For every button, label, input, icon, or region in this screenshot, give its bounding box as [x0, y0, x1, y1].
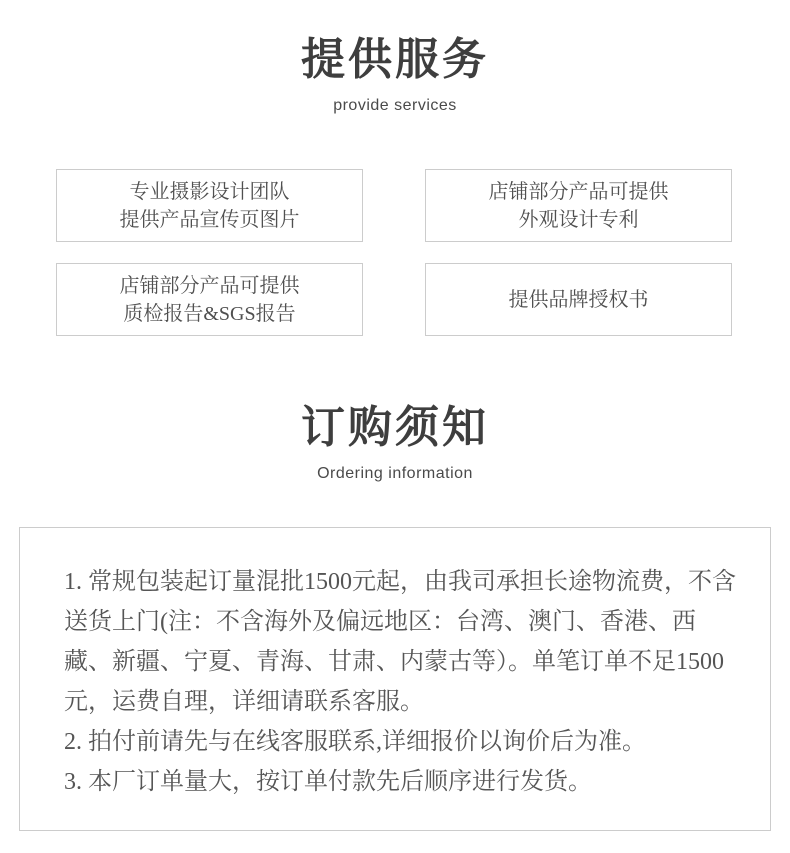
- ordering-note-3: 3. 本厂订单量大，按订单付款先后顺序进行发货。: [64, 769, 592, 795]
- service-card-photography-team: [56, 169, 363, 242]
- ordering-title: 订购须知: [301, 403, 489, 452]
- card-line: 店铺部分产品可提供: [119, 274, 300, 297]
- service-card-design-patent: [425, 169, 732, 242]
- service-card-brand-authorization: [425, 263, 732, 336]
- card-line: 提供品牌授权书: [508, 288, 649, 311]
- service-cards-grid: [56, 169, 734, 336]
- card-line: 店铺部分产品可提供: [488, 180, 669, 203]
- ordering-note-2: 2. 拍付前请先与在线客服联系,详细报价以询价后为准。: [64, 729, 646, 755]
- services-subtitle: provide services: [333, 97, 457, 114]
- ordering-subtitle: Ordering information: [317, 465, 473, 482]
- card-line: 质检报告&SGS报告: [123, 302, 296, 325]
- card-line: 外观设计专利: [518, 208, 639, 231]
- ordering-notes-box: [19, 527, 771, 831]
- services-section-header: [0, 34, 790, 115]
- card-line: 专业摄影设计团队: [129, 180, 290, 203]
- ordering-note-1: 1. 常规包装起订量混批1500元起，由我司承担长途物流费，不含送货上门(注：不含海外及偏远地区：台湾、澳门、香港、西藏、新疆、宁夏、青海、甘肃、内蒙古等）。单笔订单不足1500元，运费自理，详细请联系客服。: [64, 569, 736, 715]
- service-card-quality-report: [56, 263, 363, 336]
- ordering-section-header: [0, 402, 790, 483]
- services-title: 提供服务: [301, 35, 489, 84]
- card-line: 提供产品宣传页图片: [119, 208, 300, 231]
